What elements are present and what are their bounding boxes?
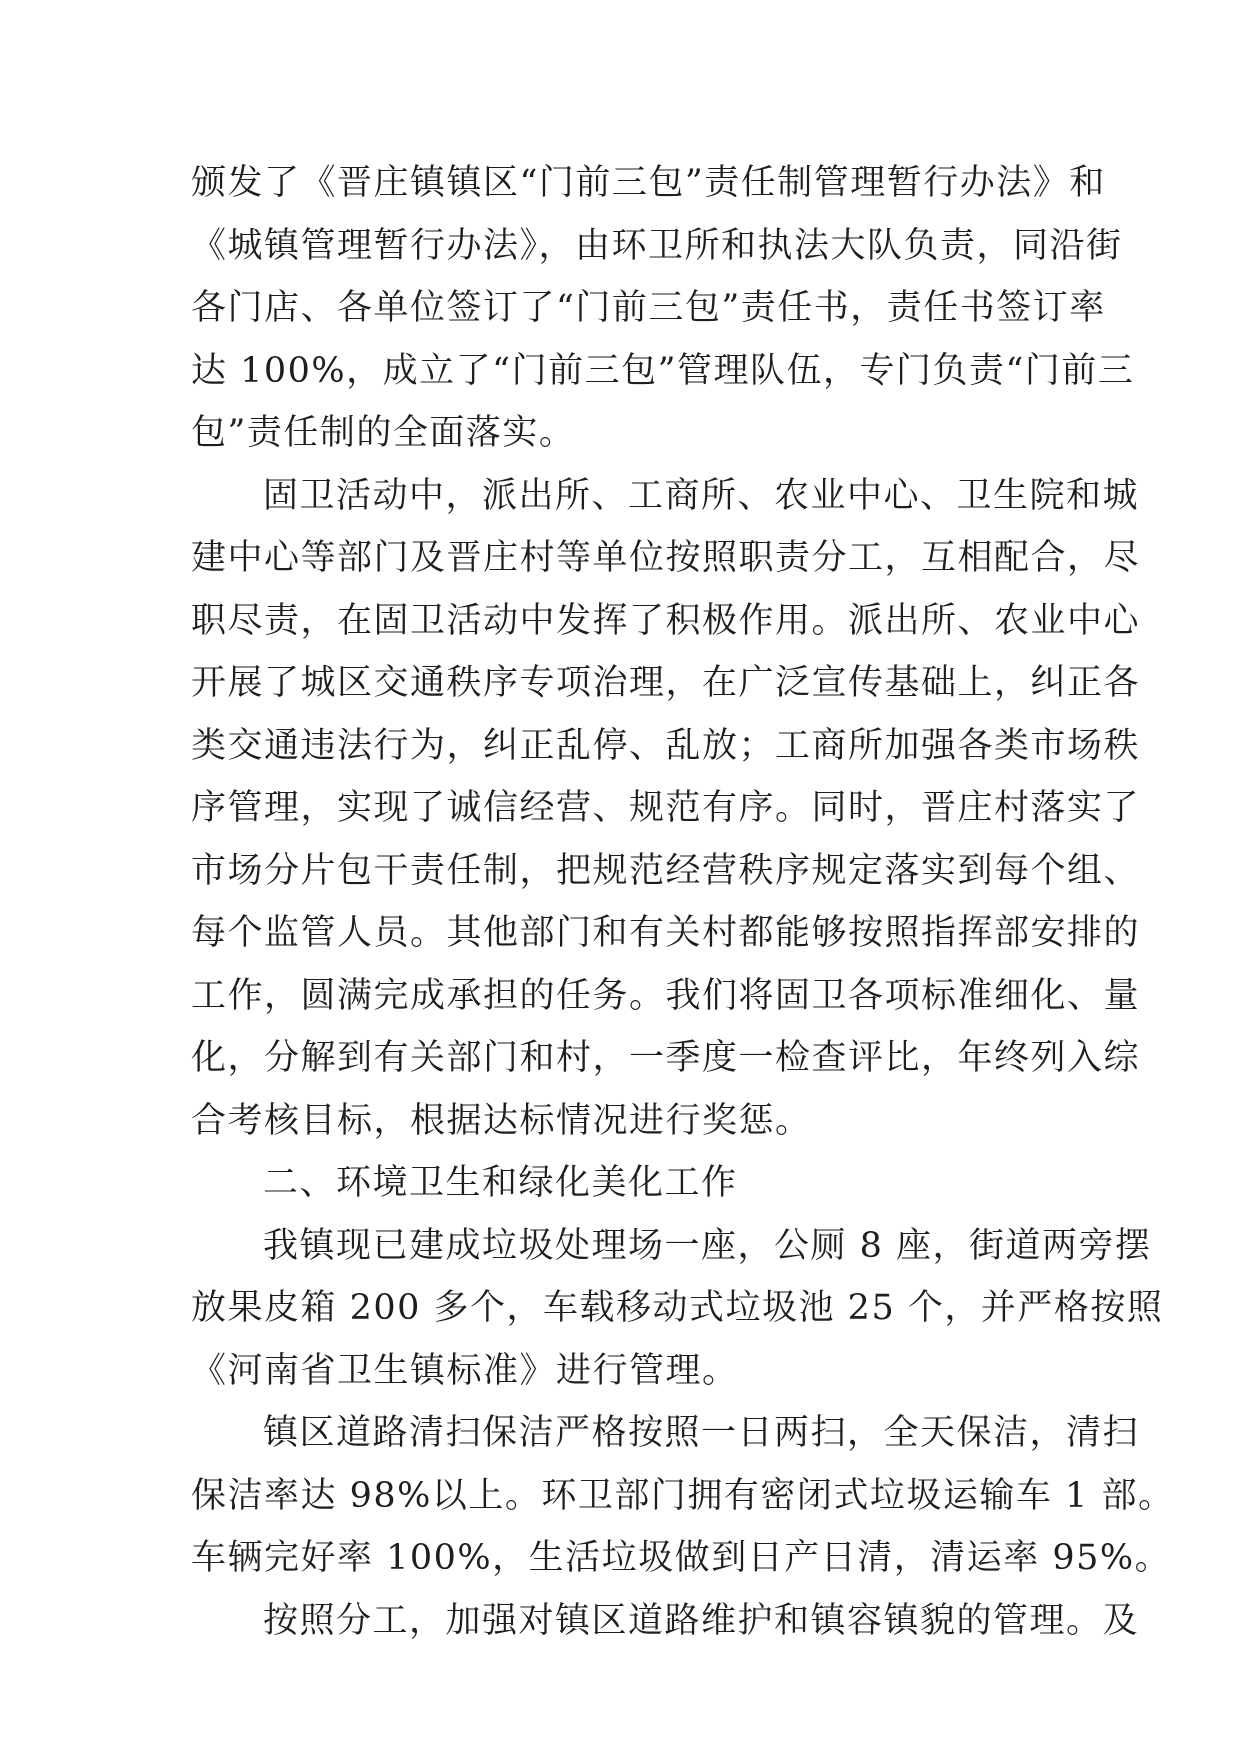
text-line: 每个监管人员。其他部门和有关村都能够按照指挥部安排的 [191,913,1141,953]
text-line: 开展了城区交通秩序专项治理，在广泛宣传基础上，纠正各 [191,663,1141,703]
paragraph-start-line: 按照分工，加强对镇区道路维护和镇容镇貌的管理。及 [263,1600,1140,1641]
text-line: 序管理，实现了诚信经营、规范有序。同时，晋庄村落实了 [191,788,1141,828]
text-line: 包”责任制的全面落实。 [191,413,576,453]
text-line: 达 100%，成立了“门前三包”管理队伍，专门负责“门前三 [191,350,1135,391]
text-line: 职尽责，在固卫活动中发挥了积极作用。派出所、农业中心 [191,600,1141,641]
text-line: 合考核目标，根据达标情况进行奖惩。 [191,1100,812,1141]
body-text [191,152,1175,1652]
text-line: 工作，圆满完成承担的任务。我们将固卫各项标准细化、量 [191,975,1141,1016]
text-line: 类交通违法行为，纠正乱停、乱放；工商所加强各类市场秩 [191,725,1141,766]
text-line: 建中心等部门及晋庄村等单位按照职责分工，互相配合，尽 [191,538,1141,578]
paragraph-start-line: 固卫活动中，派出所、工商所、农业中心、卫生院和城 [263,475,1140,516]
text-line: 车辆完好率 100%，生活垃圾做到日产日清，清运率 95%。 [191,1538,1172,1578]
text-line: 市场分片包干责任制，把规范经营秩序规定落实到每个组、 [191,850,1141,891]
text-line: 保洁率达 98%以上。环卫部门拥有密闭式垃圾运输车 1 部。 [191,1475,1175,1516]
text-line: 颁发了《晋庄镇镇区“门前三包”责任制管理暂行办法》和 [191,163,1106,203]
text-line: 化，分解到有关部门和村，一季度一检查评比，年终列入综 [191,1038,1141,1078]
text-line: 各门店、各单位签订了“门前三包”责任书，责任书签订率 [191,288,1106,328]
paragraph-start-line: 镇区道路清扫保洁严格按照一日两扫，全天保洁，清扫 [263,1413,1140,1453]
text-line: 《河南省卫生镇标准》进行管理。 [191,1350,739,1391]
text-line: 放果皮箱 200 多个，车载移动式垃圾池 25 个，并严格按照 [191,1288,1164,1328]
section-heading: 二、环境卫生和绿化美化工作 [263,1163,738,1203]
paragraph-start-line: 我镇现已建成垃圾处理场一座，公厕 8 座，街道两旁摆 [263,1225,1152,1266]
text-line: 《城镇管理暂行办法》，由环卫所和执法大队负责，同沿街 [191,225,1123,266]
